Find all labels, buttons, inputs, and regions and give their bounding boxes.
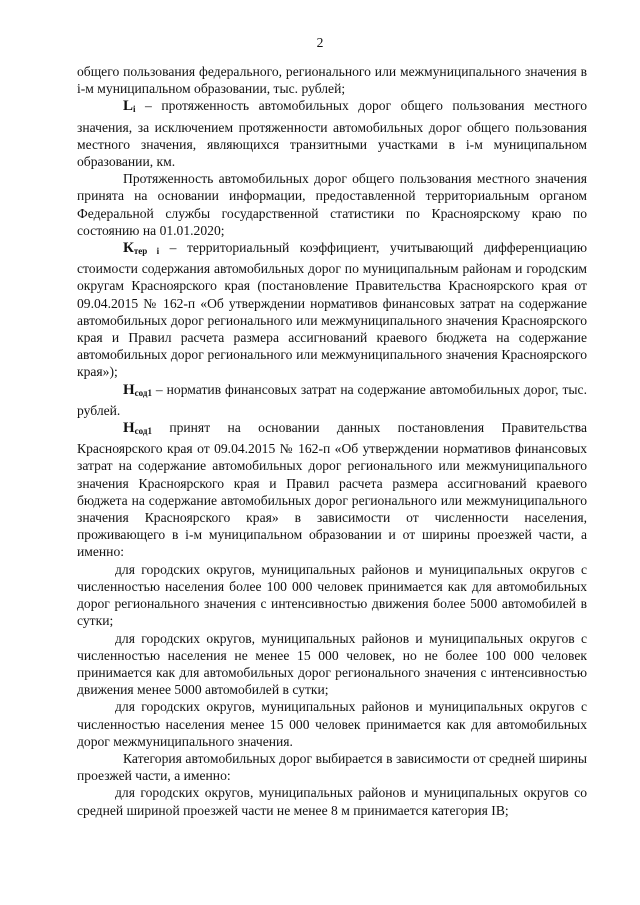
paragraph-text: – территориальный коэффициент, учитывающий дифференциацию стоимости содержания автомобильных дорог по муниципальным районам и городским округам Красноярского края (постановление Правительства Красноярского края от 09.04.2015 № 162-п «Об утверждении нормативов финансовых затрат на содержание автомобильных дорог регионального или межмуниципального значения Красноярского края и Правил расчета размера ассигнований краевого бюджета на содержание автомобильных дорог регионального или межмуниципального значения Красноярского края»); <box>77 240 587 380</box>
list-item-population-over-100000: для городских округов, муниципальных районов и муниципальных округов с численностью населения более 100 000 человек принимается как для автомобильных дорог регионального значения с интенсивностью движения более 5000 автомобилей в сутки; <box>77 561 587 629</box>
list-item-population-15000-100000: для городских округов, муниципальных районов и муниципальных округов с численностью населения не менее 15 000 человек, но не более 100 000 человек принимается как для автомобильных дорог регионального значения с интенсивностью движения менее 5000 автомобилей в сутки; <box>77 630 587 698</box>
symbol-l-i: $L_i$ <box>123 98 136 115</box>
symbol-n-sod1: $Н_{сод1}$ <box>123 420 152 437</box>
paragraph-text: – протяженность автомобильных дорог общего пользования местного значения, за исключением протяженности автомобильных дорог общего пользования местного значения, являющихся транзитными участками в i-м муниципальном образовании, км. <box>77 98 587 170</box>
list-item-population-under-15000: для городских округов, муниципальных районов и муниципальных округов с численностью населения менее 15 000 человек принимается как для автомобильных дорог межмуниципального значения. <box>77 699 587 749</box>
page-number: 2 <box>316 35 324 50</box>
symbol-n-sod1: $Н_{сод1}$ <box>123 381 152 398</box>
paragraph-length-definition <box>77 97 587 170</box>
paragraph-norm-basis <box>77 419 587 561</box>
paragraph-road-category: Категория автомобильных дорог выбирается в зависимости от средней ширины проезжей части, а именно: <box>77 750 587 784</box>
paragraph-continuation: общего пользования федерального, регионального или межмуниципального значения в i-м муниципальном образовании, тыс. рублей; <box>77 64 587 97</box>
document-body <box>77 63 587 819</box>
symbol-k-ter: $К_{тер i}$ <box>123 240 160 257</box>
paragraph-text: принят на основании данных постановления Правительства Красноярского края от 09.04.2015 № 162-п «Об утверждении нормативов финансовых затрат на содержание автомобильных дорог регионального или межмуниципального значения Красноярского края и Правил расчета размера ассигнований краевого бюджета на содержание автомобильных дорог регионального или межмуниципального значения Красноярского края» в зависимости от численности населения, проживающего в i-м муниципальном образовании и от ширины проезжей части, а именно: <box>77 420 587 560</box>
paragraph-norm-definition <box>77 381 587 419</box>
paragraph-text: – норматив финансовых затрат на содержание автомобильных дорог, тыс. рублей. <box>77 381 587 418</box>
paragraph-length-source: Протяженность автомобильных дорог общего пользования местного значения принята на основании информации, предоставленной территориальным органом Федеральной службы государственной статистики по Красноярскому краю по состоянию на 01.01.2020; <box>77 171 587 238</box>
paragraph-territorial-coefficient <box>77 239 587 381</box>
list-item-width-8m: для городских округов, муниципальных районов и муниципальных округов со средней шириной проезжей части не менее 8 м принимается категория IВ; <box>77 785 587 818</box>
